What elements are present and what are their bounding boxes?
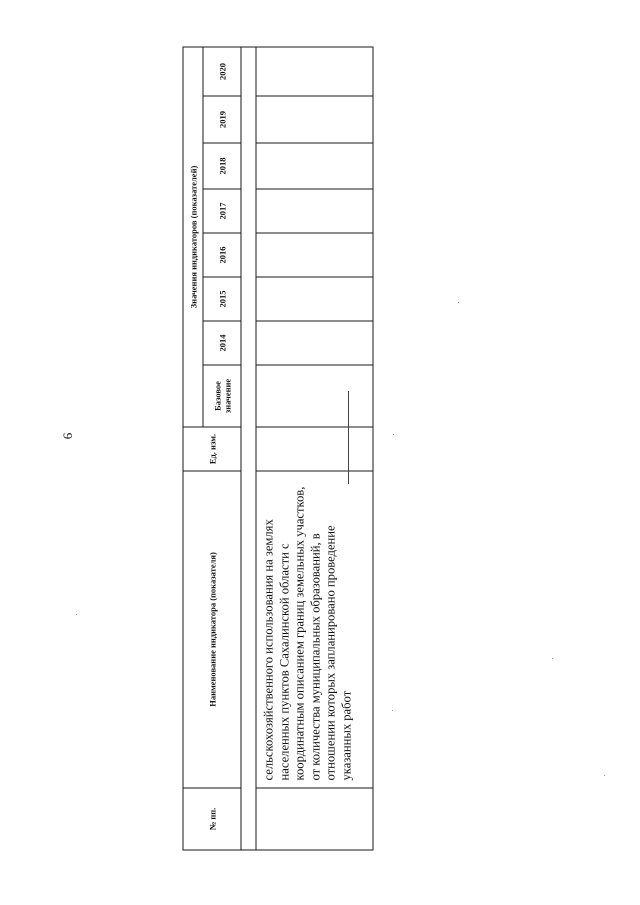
cell-2018 (256, 143, 373, 189)
indicator-table (182, 46, 373, 850)
header-values-group: Значения индикаторов (показателей) (183, 47, 203, 427)
header-year-2018: 2018 (203, 143, 241, 189)
scan-speck (392, 710, 393, 711)
scan-speck (552, 658, 553, 659)
header-year-2016: 2016 (203, 233, 241, 277)
header-unit: Ед. изм. (183, 427, 241, 471)
header-base: Базовое значение (203, 365, 241, 427)
header-year-2014: 2014 (203, 321, 241, 365)
cell-indicator-name: сельскохозяйственного использования на землях населенных пунктов Сахалинской области с координатным описанием границ земельных участков, от количества муниципальных образований, в отношении которых запланировано проведение указанных работ (256, 471, 373, 788)
cell-base (256, 365, 373, 427)
cell-2014 (256, 321, 373, 365)
header-year-2019: 2019 (203, 96, 241, 143)
cell-no (256, 788, 373, 850)
page-number: 6 (60, 432, 75, 440)
scan-speck (604, 775, 605, 776)
scan-speck (458, 302, 459, 303)
cell-unit (256, 427, 373, 471)
header-no: № пп. (183, 788, 241, 850)
header-year-2017: 2017 (203, 189, 241, 233)
indicator-table-rotated (182, 47, 372, 850)
header-year-2015: 2015 (203, 277, 241, 321)
cell-2015 (256, 277, 373, 321)
header-year-2020: 2020 (203, 47, 241, 96)
cell-2019 (256, 96, 373, 143)
scan-speck (76, 614, 77, 615)
cell-2020 (256, 47, 373, 96)
cell-2016 (256, 233, 373, 277)
scan-speck (393, 434, 394, 435)
header-name: Наименование индикатора (показателя) (183, 471, 241, 788)
cell-2017 (256, 189, 373, 233)
vertical-rule (348, 391, 349, 484)
spacer-row (241, 47, 256, 850)
